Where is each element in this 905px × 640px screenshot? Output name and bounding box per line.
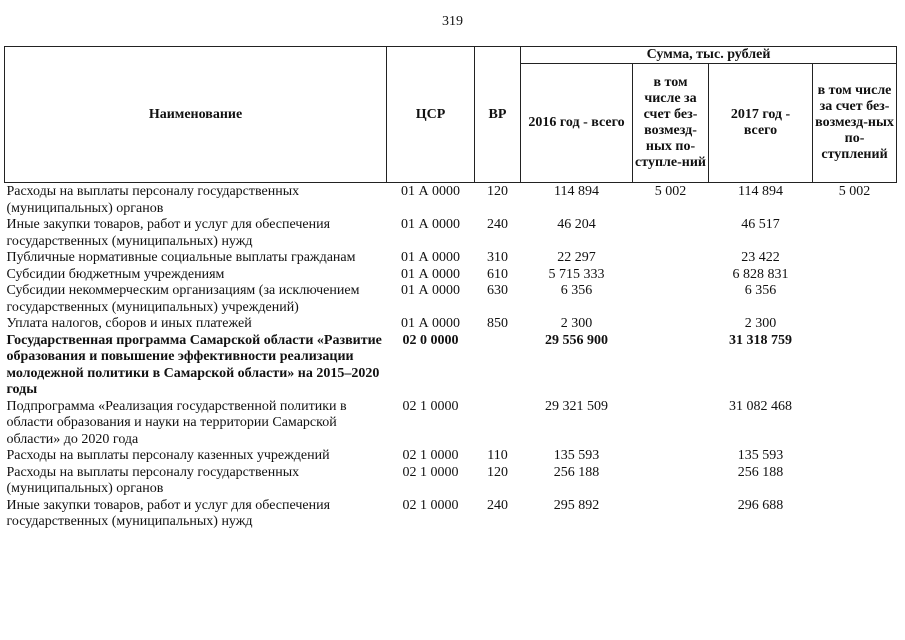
- header-2016-grants: в том числе за счет без-возмезд-ных по-ступле-ний: [633, 64, 709, 183]
- cell-csr: 01 А 0000: [400, 316, 461, 331]
- cell-y2016: 256 188: [553, 464, 600, 480]
- cell-vr: 610: [487, 266, 508, 282]
- cell-name: Уплата налогов, сборов и иных платежей: [6, 316, 252, 331]
- cell-y2017-grants: [813, 333, 897, 399]
- cell-y2017: 6 828 831: [732, 266, 789, 282]
- table-row: [5, 333, 897, 399]
- cell-csr: 01 А 0000: [400, 283, 461, 298]
- cell-y2017: 114 894: [738, 184, 783, 199]
- cell-vr: 310: [487, 250, 508, 265]
- cell-y2016-grants: [633, 283, 709, 316]
- table-row: [5, 283, 897, 316]
- cell-y2016: 295 892: [553, 497, 600, 513]
- cell-y2017: 6 356: [744, 283, 777, 298]
- cell-y2017-grants: [813, 316, 897, 333]
- cell-name: Государственная программа Самарской области «Развитие образования и повышение эффективности реализации молодежной политики в Самарской области» на 2015–2020 годы: [6, 332, 382, 397]
- cell-y2016-grants: [633, 498, 709, 531]
- cell-y2016: 6 356: [560, 283, 593, 298]
- table-row: [5, 183, 897, 218]
- cell-vr: 240: [487, 217, 508, 232]
- cell-vr: 240: [487, 497, 508, 513]
- cell-csr: 02 1 0000: [402, 398, 459, 414]
- cell-y2017-grants: [813, 399, 897, 449]
- table-row: [5, 250, 897, 267]
- cell-y2016-grants: 5 002: [654, 184, 687, 199]
- cell-y2017-grants: [813, 283, 897, 316]
- cell-y2016-grants: [633, 250, 709, 267]
- cell-y2017: 296 688: [737, 497, 784, 513]
- cell-name: Публичные нормативные социальные выплаты гражданам: [6, 250, 356, 265]
- cell-y2017-grants: [813, 217, 897, 250]
- table-row: [5, 465, 897, 498]
- table-row: [5, 267, 897, 284]
- cell-y2016: 46 204: [557, 217, 596, 232]
- cell-vr: 630: [487, 283, 508, 298]
- cell-y2016-grants: [633, 333, 709, 399]
- cell-y2016-grants: [633, 399, 709, 449]
- cell-vr: 120: [487, 464, 508, 480]
- table-body: [5, 183, 897, 531]
- cell-y2016: 135 593: [553, 448, 600, 463]
- header-vr: ВР: [475, 47, 521, 183]
- table-row: [5, 448, 897, 465]
- cell-y2016-grants: [633, 217, 709, 250]
- cell-y2016-grants: [633, 448, 709, 465]
- cell-y2017: 2 300: [744, 316, 777, 331]
- table-row: [5, 316, 897, 333]
- table-row: [5, 498, 897, 531]
- page-number: 319: [442, 14, 463, 29]
- cell-name: Расходы на выплаты персоналу государственных (муниципальных) органов: [6, 184, 300, 216]
- cell-y2016: 2 300: [560, 316, 593, 331]
- cell-y2017: 31 082 468: [729, 398, 792, 414]
- cell-y2017-grants: [813, 465, 897, 498]
- cell-y2016: 29 321 509: [545, 398, 608, 414]
- cell-y2017-grants: [813, 267, 897, 284]
- cell-y2016-grants: [633, 267, 709, 284]
- cell-y2017: 23 422: [741, 250, 780, 265]
- cell-vr: 850: [487, 316, 508, 331]
- table-row: [5, 217, 897, 250]
- cell-y2017: 135 593: [737, 448, 784, 463]
- cell-y2017-grants: 5 002: [838, 184, 871, 199]
- cell-y2016: 29 556 900: [545, 332, 608, 348]
- cell-y2017: 256 188: [737, 464, 784, 480]
- cell-csr: 01 А 0000: [400, 184, 461, 199]
- cell-name: Подпрограмма «Реализация государственной политики в области образования и науки на территории Самарской области» до 2020 года: [6, 398, 347, 447]
- header-2016-total: 2016 год - всего: [521, 64, 633, 183]
- header-csr: ЦСР: [387, 47, 475, 183]
- cell-name: Иные закупки товаров, работ и услуг для обеспечения государственных (муниципальных) нужд: [6, 217, 331, 249]
- cell-csr: 02 1 0000: [402, 497, 459, 513]
- cell-y2016: 114 894: [554, 184, 599, 199]
- table-row: [5, 399, 897, 449]
- cell-csr: 01 А 0000: [400, 250, 461, 265]
- header-2017-total: 2017 год - всего: [709, 64, 813, 183]
- header-name: Наименование: [5, 47, 387, 183]
- cell-y2017: 31 318 759: [729, 332, 792, 348]
- cell-y2016: 22 297: [557, 250, 596, 265]
- cell-y2017-grants: [813, 250, 897, 267]
- cell-y2017: 46 517: [741, 217, 780, 232]
- cell-vr: [475, 399, 521, 449]
- cell-y2016-grants: [633, 316, 709, 333]
- cell-csr: 01 А 0000: [400, 217, 461, 232]
- cell-y2016: 5 715 333: [548, 266, 605, 282]
- table-header: [5, 47, 897, 183]
- cell-vr: [475, 333, 521, 399]
- budget-table: [4, 46, 897, 531]
- cell-vr: 110: [487, 448, 508, 463]
- cell-csr: 01 А 0000: [400, 266, 461, 282]
- header-2017-grants: в том числе за счет без-возмезд-ных по-ступлений: [813, 64, 897, 183]
- cell-csr: 02 1 0000: [402, 448, 459, 463]
- cell-name: Расходы на выплаты персоналу государственных (муниципальных) органов: [6, 464, 300, 496]
- cell-y2017-grants: [813, 498, 897, 531]
- cell-name: Субсидии некоммерческим организациям (за исключением государственных (муниципальных) учреждений): [6, 283, 360, 315]
- cell-csr: 02 0 0000: [402, 332, 459, 348]
- header-sum-group: Сумма, тыс. рублей: [521, 47, 897, 64]
- cell-name: Иные закупки товаров, работ и услуг для обеспечения государственных (муниципальных) нужд: [6, 497, 331, 529]
- cell-name: Субсидии бюджетным учреждениям: [6, 266, 225, 282]
- cell-y2016-grants: [633, 465, 709, 498]
- cell-name: Расходы на выплаты персоналу казенных учреждений: [6, 448, 330, 463]
- cell-y2017-grants: [813, 448, 897, 465]
- cell-vr: 120: [487, 184, 508, 199]
- cell-csr: 02 1 0000: [402, 464, 459, 480]
